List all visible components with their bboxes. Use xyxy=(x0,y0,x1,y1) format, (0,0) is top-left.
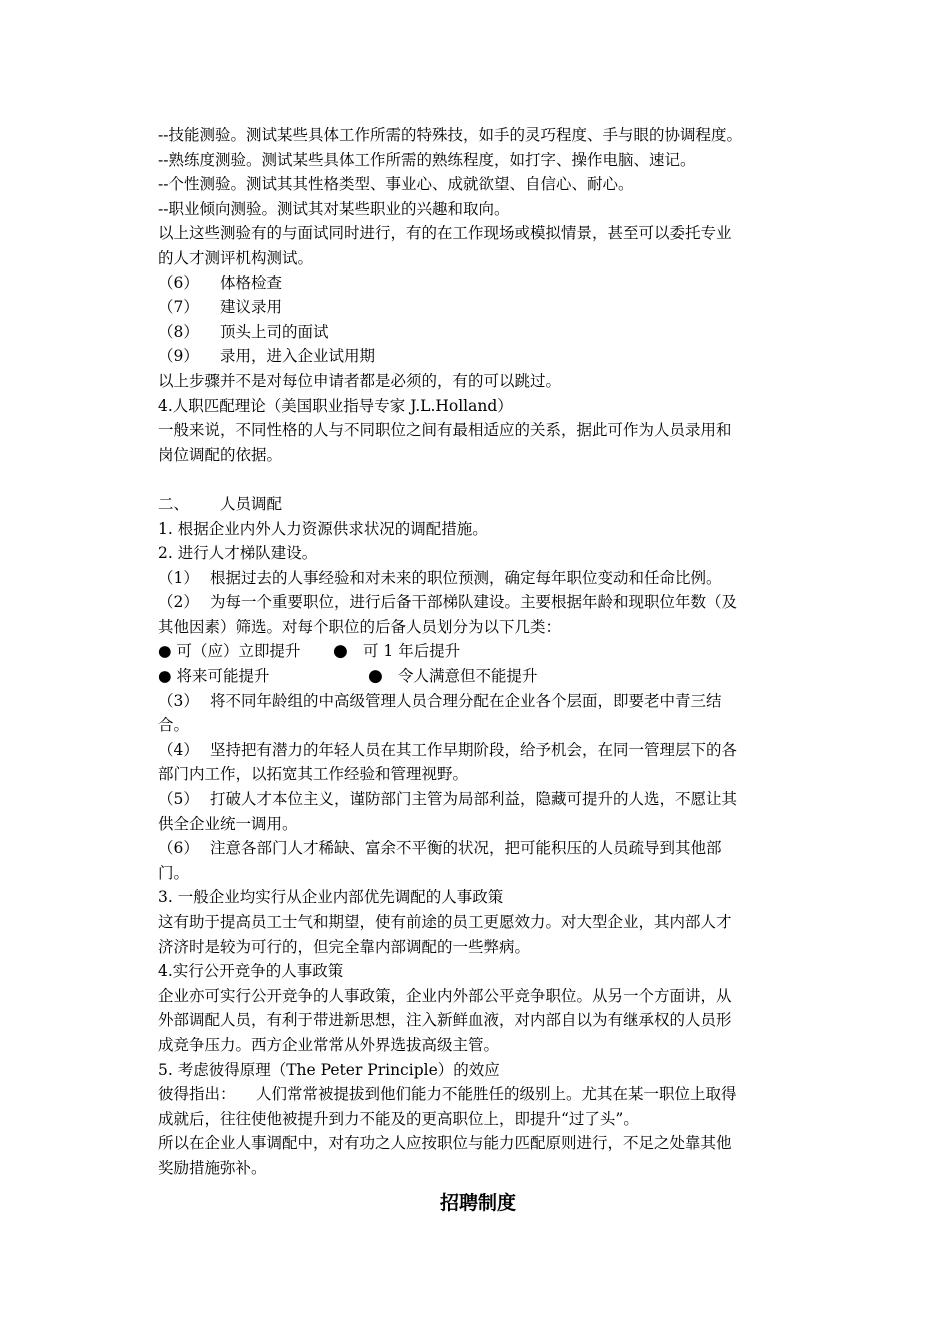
section-title: 人员调配 xyxy=(220,494,283,513)
text-line: 的人才测评机构测试。 xyxy=(158,248,314,267)
bullet-dot: ● xyxy=(333,641,348,662)
text-line: 门。 xyxy=(158,863,190,882)
blank-line xyxy=(158,467,798,492)
text-line: --熟练度测验。测试某些具体工作所需的熟练程度，如打字、操作电脑、速记。 xyxy=(158,150,696,169)
ladder-number: （3） xyxy=(158,691,199,710)
bullet-row xyxy=(158,664,798,689)
ladder-item xyxy=(158,738,798,763)
text-line: 部门内工作，以拓宽其工作经验和管理视野。 xyxy=(158,765,469,784)
step-text: 录用，进入企业试用期 xyxy=(220,347,376,366)
text-line: 成竞争压力。西方企业常常从外界选拔高级主管。 xyxy=(158,1035,500,1054)
ladder-text: 坚持把有潜力的年轻人员在其工作早期阶段，给予机会，在同一管理层下的各 xyxy=(210,740,738,759)
bullet-dot: ● xyxy=(368,666,383,687)
step-number: （6） xyxy=(158,273,199,292)
text-line: 奖励措施弥补。 xyxy=(158,1158,267,1177)
step-number: （8） xyxy=(158,322,199,341)
ladder-text: 打破人才本位主义，谨防部门主管为局部利益，隐藏可提升的人选，不愿让其 xyxy=(210,790,738,809)
section-2-heading xyxy=(158,492,798,517)
text-line: 外部调配人员，有利于带进新思想，注入新鲜血液，对内部自以为有继承权的人员形 xyxy=(158,1011,732,1030)
ladder-number: （4） xyxy=(158,740,199,759)
text-line: 2. 进行人才梯队建设。 xyxy=(158,544,318,563)
peter-text: 人们常常被提拔到他们能力不能胜任的级别上。尤其在某一职位上取得 xyxy=(256,1085,737,1104)
document-title: 招聘制度 xyxy=(439,1191,516,1214)
text-line: 岗位调配的依据。 xyxy=(158,445,283,464)
text-line: 济济时是较为可行的，但完全靠内部调配的一些弊病。 xyxy=(158,937,531,956)
text-line: 成就后，往往使他被提升到力不能及的更高职位上，即提升“过了头”。 xyxy=(158,1109,639,1128)
ladder-item xyxy=(158,836,798,861)
text-line: --个性测验。测试其其性格类型、事业心、成就欲望、自信心、耐心。 xyxy=(158,175,634,194)
ladder-text: 根据过去的人事经验和对未来的职位预测，确定每年职位变动和任命比例。 xyxy=(210,568,722,587)
bullet-row xyxy=(158,639,798,664)
bullet-item: 可 1 年后提升 xyxy=(363,642,461,661)
step-item xyxy=(158,344,798,369)
ladder-text: 为每一个重要职位，进行后备干部梯队建设。主要根据年龄和现职位年数（及 xyxy=(210,593,738,612)
text-line: 企业亦可实行公开竞争的人事政策，企业内外部公平竞争职位。从另一个方面讲，从 xyxy=(158,986,732,1005)
step-item xyxy=(158,295,798,320)
ladder-item xyxy=(158,689,798,714)
text-line: --技能测验。测试某些具体工作所需的特殊技，如手的灵巧程度、手与眼的协调程度。 xyxy=(158,126,742,144)
bullet-item: ● 可（应）立即提升 xyxy=(158,642,301,661)
ladder-text: 将不同年龄组的中高级管理人员合理分配在企业各个层面，即要老中青三结 xyxy=(210,691,722,710)
peter-lead: 彼得指出： xyxy=(158,1085,236,1104)
text-line: 1. 根据企业内外人力资源供求状况的调配措施。 xyxy=(158,519,488,538)
text-line: 供全企业统一调用。 xyxy=(158,814,298,833)
text-line: 其他因素）筛选。对每个职位的后备人员划分为以下几类： xyxy=(158,617,562,636)
ladder-number: （6） xyxy=(158,839,199,858)
ladder-number: （5） xyxy=(158,790,199,809)
step-text: 顶头上司的面试 xyxy=(220,322,329,341)
ladder-item xyxy=(158,590,798,615)
text-line: 这有助于提高员工士气和期望，使有前途的员工更愿效力。对大型企业，其内部人才 xyxy=(158,913,732,931)
step-number: （9） xyxy=(158,347,199,366)
ladder-number: （1） xyxy=(158,568,199,587)
step-text: 建议录用 xyxy=(220,298,283,317)
step-item xyxy=(158,271,798,296)
peter-line xyxy=(158,1082,798,1107)
step-number: （7） xyxy=(158,298,199,317)
text-line: --职业倾向测验。测试其对某些职业的兴趣和取向。 xyxy=(158,199,510,218)
bullet-item: ● 将来可能提升 xyxy=(158,667,270,686)
ladder-text: 注意各部门人才稀缺、富余不平衡的状况，把可能积压的人员疏导到其他部 xyxy=(210,839,722,858)
ladder-number: （2） xyxy=(158,593,199,612)
ladder-item xyxy=(158,566,798,591)
section-number: 二、 xyxy=(158,494,190,513)
section-heading: 5. 考虑彼得原理（The Peter Principle）的效应 xyxy=(158,1060,500,1079)
text-line: 所以在企业人事调配中，对有功之人应按职位与能力匹配原则进行，不足之处靠其他 xyxy=(158,1134,732,1153)
bullet-item: 令人满意但不能提升 xyxy=(398,667,538,686)
text-line: 以上步骤并不是对每位申请者都是必须的，有的可以跳过。 xyxy=(158,371,562,390)
step-text: 体格检查 xyxy=(220,273,283,292)
section-heading: 3. 一般企业均实行从企业内部优先调配的人事政策 xyxy=(158,888,504,907)
section-heading: 4.人职匹配理论（美国职业指导专家 J.L.Holland） xyxy=(158,396,513,415)
text-line: 一般来说，不同性格的人与不同职位之间有最相适应的关系，据此可作为人员录用和 xyxy=(158,421,732,440)
step-item xyxy=(158,320,798,345)
section-heading: 4.实行公开竞争的人事政策 xyxy=(158,962,344,981)
text-line: 合。 xyxy=(158,716,190,735)
document-page xyxy=(158,123,798,1215)
ladder-item xyxy=(158,787,798,812)
text-line: 以上这些测验有的与面试同时进行，有的在工作现场或模拟情景，甚至可以委托专业 xyxy=(158,224,732,243)
